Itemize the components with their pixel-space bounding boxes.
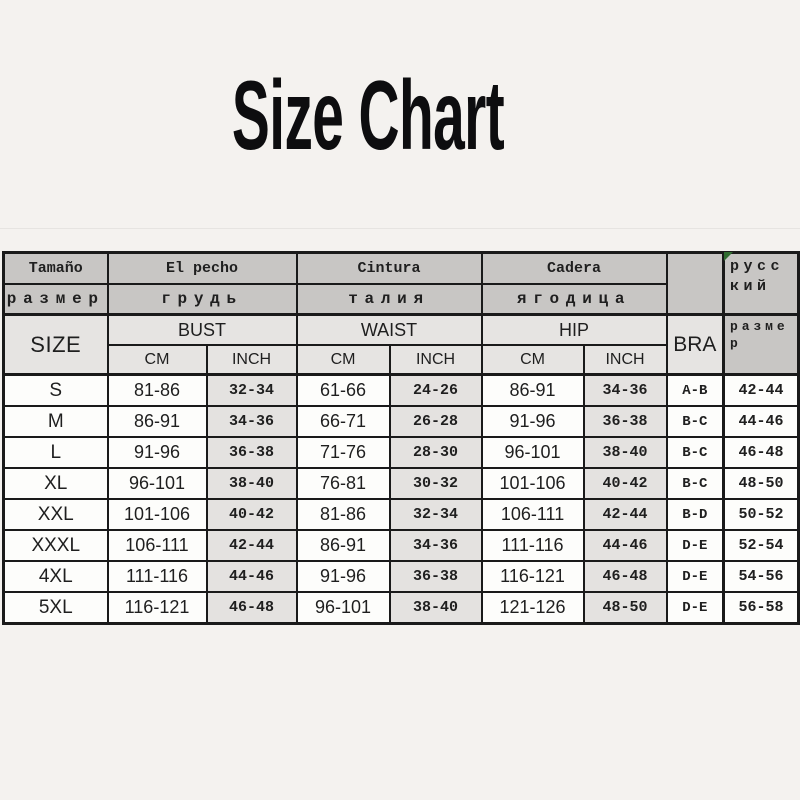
cell-size: M (4, 406, 108, 437)
header-bra: BRA (667, 315, 724, 375)
cell-hip-cm: 121-126 (482, 592, 584, 624)
table-row (4, 437, 799, 468)
cell-bust-cm: 116-121 (108, 592, 207, 624)
cell-hip-cm: 96-101 (482, 437, 584, 468)
header-bust: BUST (108, 315, 297, 346)
header-bra-spacer (667, 253, 724, 315)
cell-hip-inch: 40-42 (584, 468, 667, 499)
cell-bra: D-E (667, 592, 724, 624)
header-hip: HIP (482, 315, 667, 346)
cell-waist-cm: 91-96 (297, 561, 390, 592)
header-grud: грудь (108, 284, 297, 315)
cell-bust-cm: 101-106 (108, 499, 207, 530)
table-row (4, 375, 799, 407)
table-row (4, 406, 799, 437)
page-title: Size Chart (231, 60, 505, 170)
cell-waist-cm: 61-66 (297, 375, 390, 407)
cell-bust-cm: 81-86 (108, 375, 207, 407)
cell-bra: D-E (667, 561, 724, 592)
cell-bust-inch: 46-48 (207, 592, 297, 624)
cell-hip-cm: 116-121 (482, 561, 584, 592)
cell-hip-inch: 38-40 (584, 437, 667, 468)
table-row (4, 592, 799, 624)
header-razmer-ru: размер (724, 315, 799, 375)
header-el-pecho: El pecho (108, 253, 297, 285)
cell-bra: D-E (667, 530, 724, 561)
header-tamano: Tamaño (4, 253, 108, 285)
cell-ru-size: 54-56 (724, 561, 799, 592)
header-taliya: талия (297, 284, 482, 315)
cell-bust-cm: 91-96 (108, 437, 207, 468)
header-bust-inch: INCH (207, 345, 297, 375)
cell-bust-cm: 96-101 (108, 468, 207, 499)
table-row (4, 499, 799, 530)
header-hip-cm: CM (482, 345, 584, 375)
cell-waist-inch: 28-30 (390, 437, 482, 468)
cell-hip-inch: 34-36 (584, 375, 667, 407)
cell-waist-cm: 71-76 (297, 437, 390, 468)
cell-size: S (4, 375, 108, 407)
cell-hip-inch: 46-48 (584, 561, 667, 592)
cell-waist-cm: 86-91 (297, 530, 390, 561)
cell-bust-inch: 42-44 (207, 530, 297, 561)
header-bust-cm: CM (108, 345, 207, 375)
cell-waist-inch: 36-38 (390, 561, 482, 592)
cell-bra: B-C (667, 437, 724, 468)
cell-hip-inch: 36-38 (584, 406, 667, 437)
cell-waist-cm: 96-101 (297, 592, 390, 624)
cell-hip-cm: 86-91 (482, 375, 584, 407)
cell-hip-inch: 44-46 (584, 530, 667, 561)
cell-ru-size: 48-50 (724, 468, 799, 499)
cell-size: XXXL (4, 530, 108, 561)
cell-bust-inch: 44-46 (207, 561, 297, 592)
cell-size: 4XL (4, 561, 108, 592)
cell-bust-cm: 106-111 (108, 530, 207, 561)
cell-bust-inch: 40-42 (207, 499, 297, 530)
header-cadera: Cadera (482, 253, 667, 285)
cell-bra: B-D (667, 499, 724, 530)
cell-waist-inch: 38-40 (390, 592, 482, 624)
cell-ru-size: 52-54 (724, 530, 799, 561)
background-divider-line (0, 228, 800, 229)
cell-ru-size: 56-58 (724, 592, 799, 624)
cell-size: XXL (4, 499, 108, 530)
header-russkiy: русский (724, 253, 799, 315)
cell-waist-inch: 32-34 (390, 499, 482, 530)
cell-bust-inch: 36-38 (207, 437, 297, 468)
header-cintura: Cintura (297, 253, 482, 285)
cell-size: L (4, 437, 108, 468)
cell-hip-inch: 42-44 (584, 499, 667, 530)
cell-bra: B-C (667, 468, 724, 499)
cell-bra: A-B (667, 375, 724, 407)
cell-waist-cm: 76-81 (297, 468, 390, 499)
header-razmer: размер (4, 284, 108, 315)
cell-waist-inch: 26-28 (390, 406, 482, 437)
table-row (4, 468, 799, 499)
size-chart-table (2, 251, 800, 625)
cell-hip-cm: 101-106 (482, 468, 584, 499)
cell-bust-cm: 111-116 (108, 561, 207, 592)
header-yagoditsa: ягодица (482, 284, 667, 315)
table-row (4, 561, 799, 592)
cell-bust-inch: 34-36 (207, 406, 297, 437)
cell-ru-size: 50-52 (724, 499, 799, 530)
cell-bust-cm: 86-91 (108, 406, 207, 437)
cell-hip-cm: 106-111 (482, 499, 584, 530)
cell-hip-inch: 48-50 (584, 592, 667, 624)
cell-ru-size: 42-44 (724, 375, 799, 407)
cell-hip-cm: 91-96 (482, 406, 584, 437)
header-waist-cm: CM (297, 345, 390, 375)
cell-bust-inch: 32-34 (207, 375, 297, 407)
cell-corner-marker-icon (724, 252, 733, 261)
header-waist: WAIST (297, 315, 482, 346)
cell-bust-inch: 38-40 (207, 468, 297, 499)
cell-waist-inch: 30-32 (390, 468, 482, 499)
cell-waist-cm: 66-71 (297, 406, 390, 437)
cell-size: 5XL (4, 592, 108, 624)
cell-waist-cm: 81-86 (297, 499, 390, 530)
cell-waist-inch: 24-26 (390, 375, 482, 407)
header-hip-inch: INCH (584, 345, 667, 375)
header-waist-inch: INCH (390, 345, 482, 375)
cell-ru-size: 46-48 (724, 437, 799, 468)
cell-hip-cm: 111-116 (482, 530, 584, 561)
cell-waist-inch: 34-36 (390, 530, 482, 561)
header-size: SIZE (4, 315, 108, 375)
cell-size: XL (4, 468, 108, 499)
table-row (4, 530, 799, 561)
cell-bra: B-C (667, 406, 724, 437)
cell-ru-size: 44-46 (724, 406, 799, 437)
